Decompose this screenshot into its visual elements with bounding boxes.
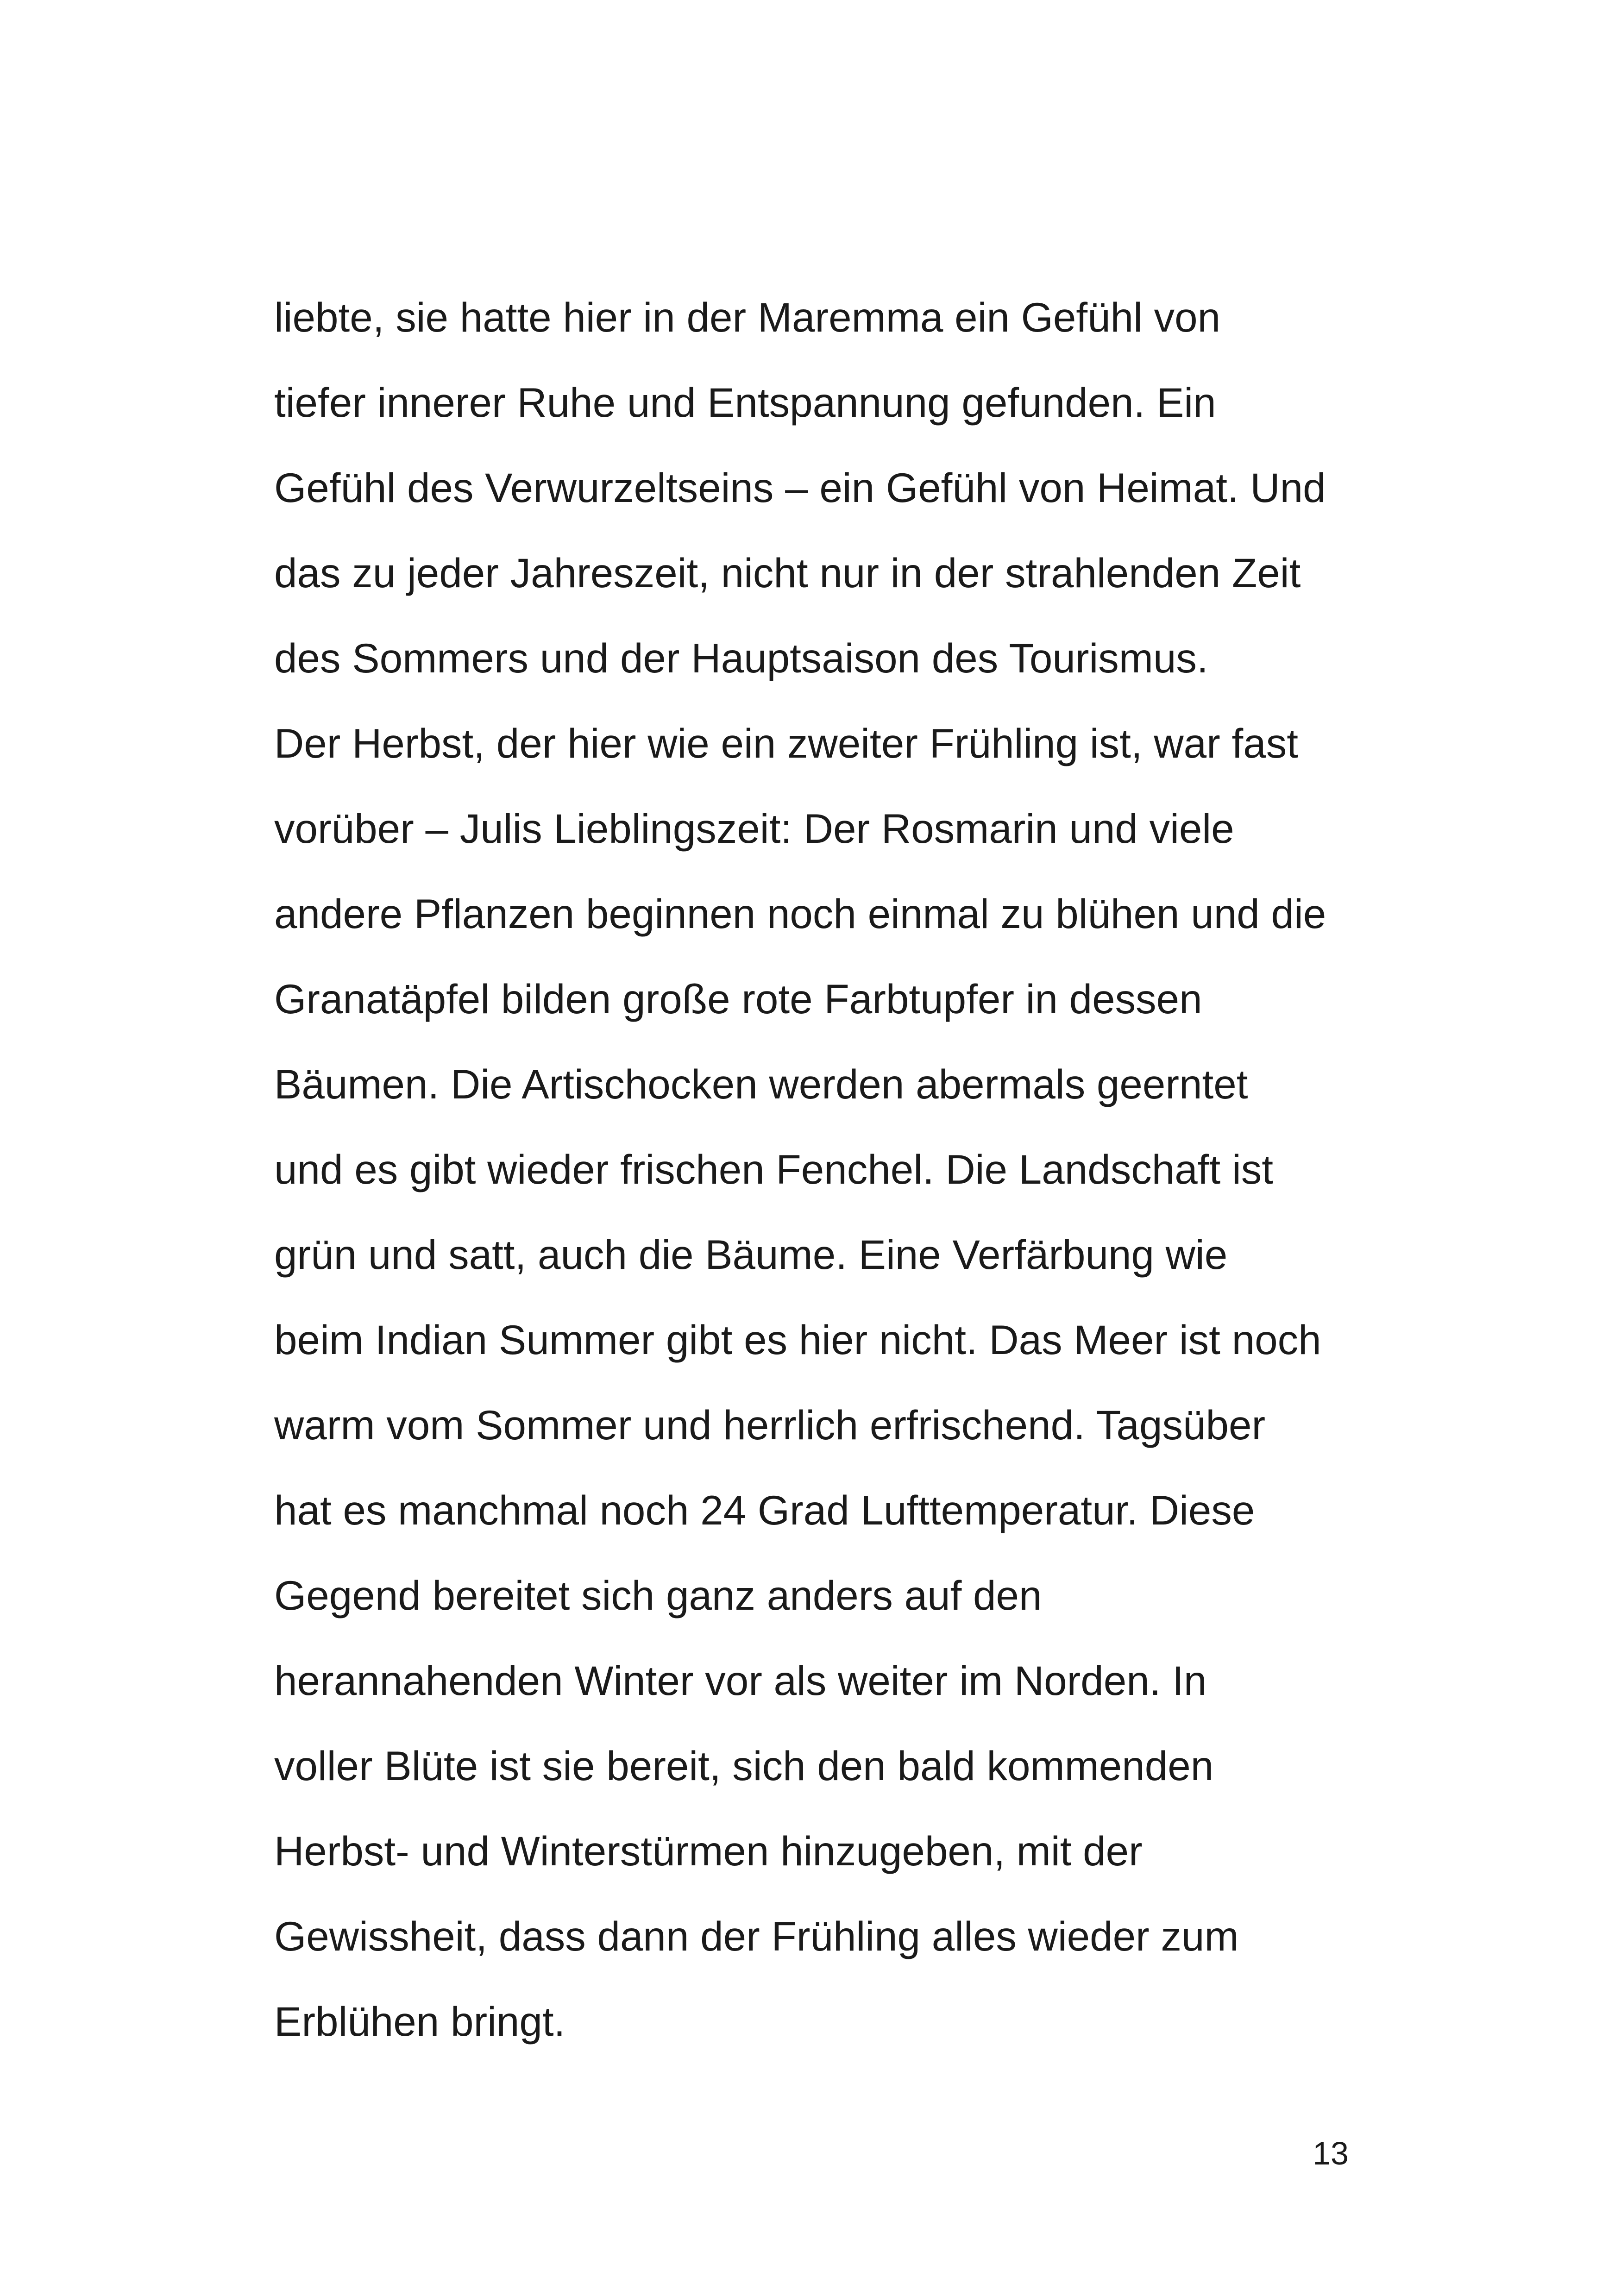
text-line: Gefühl des Verwurzeltseins – ein Gefühl von Heimat. Und [274,464,1326,511]
text-line: voller Blüte ist sie bereit, sich den bald kommenden [274,1743,1214,1789]
text-line: Gegend bereitet sich ganz anders auf den [274,1572,1042,1618]
text-line: hat es manchmal noch 24 Grad Lufttemperatur. Diese [274,1487,1255,1533]
text-line: tiefer innerer Ruhe und Entspannung gefunden. Ein [274,379,1216,426]
text-line: und es gibt wieder frischen Fenchel. Die Landschaft ist [274,1146,1273,1192]
body-text [274,275,1376,2064]
text-line: herannahenden Winter vor als weiter im Norden. In [274,1657,1207,1704]
text-line: das zu jeder Jahreszeit, nicht nur in der strahlenden Zeit [274,550,1301,596]
text-line: liebte, sie hatte hier in der Maremma ein Gefühl von [274,294,1221,340]
text-line: Gewissheit, dass dann der Frühling alles wieder zum [274,1913,1239,1959]
text-line: andere Pflanzen beginnen noch einmal zu blühen und die [274,891,1326,937]
page-number: 13 [1313,2135,1349,2171]
text-line: beim Indian Summer gibt es hier nicht. Das Meer ist noch [274,1317,1321,1363]
text-line: Herbst- und Winterstürmen hinzugeben, mit der [274,1828,1143,1874]
text-line: warm vom Sommer und herrlich erfrischend. Tagsüber [274,1402,1266,1448]
text-line: vorüber – Julis Lieblingszeit: Der Rosmarin und viele [274,805,1234,852]
text-line: grün und satt, auch die Bäume. Eine Verfärbung wie [274,1231,1228,1278]
text-line: des Sommers und der Hauptsaison des Tourismus. [274,635,1208,681]
text-line: Granatäpfel bilden große rote Farbtupfer in dessen [274,976,1202,1022]
text-line: Erblühen bringt. [274,1998,565,2045]
text-line: Bäumen. Die Artischocken werden abermals geerntet [274,1061,1248,1107]
text-line: Der Herbst, der hier wie ein zweiter Frühling ist, war fast [274,720,1298,766]
